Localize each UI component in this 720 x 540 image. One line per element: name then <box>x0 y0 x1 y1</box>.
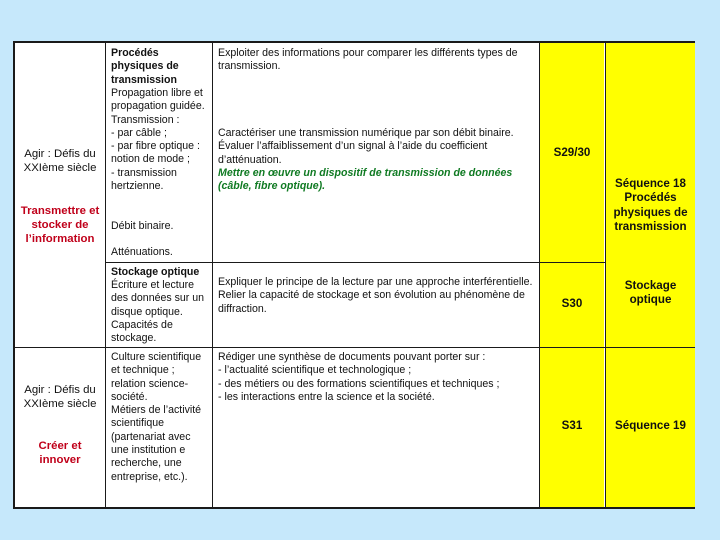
col-divider-1 <box>105 43 106 507</box>
agir-label-2: Agir : Défis du XXIème siècle <box>23 384 97 410</box>
session-s30: S30 <box>561 297 583 310</box>
agir-label-1: Agir : Défis du XXIème siècle <box>23 148 97 174</box>
theme-label-2: Créer et innover <box>38 440 82 466</box>
curriculum-table <box>13 41 695 509</box>
culture-notions: Culture scientifique et technique ; relation science-société. Métiers de l’activité scientifique (partenariat avec une institution e recherche, une entreprise, etc.). <box>111 351 202 483</box>
session-column-fill <box>539 43 604 507</box>
attenuations: Atténuations. <box>111 246 173 258</box>
competence-mettre-en-oeuvre: Mettre en œuvre un dispositif de transmission de données (câble, fibre optique). <box>218 167 513 193</box>
col-divider-2 <box>212 43 213 507</box>
sequence-19: Séquence 19 <box>615 419 686 432</box>
competence-expliquer: Expliquer le principe de la lecture par une approche interférentielle. Relier la capacité de stockage et son évolution au phénomène de diffraction. <box>218 276 533 315</box>
competence-rediger: Rédiger une synthèse de documents pouvant porter sur : - l’actualité scientifique et technologique ; - des métiers ou des formations scientifiques et techniques ; - les interactions entre la science et la société. <box>218 351 500 403</box>
row-divider-2 <box>15 347 695 348</box>
stockage-notions: Écriture et lecture des données sur un disque optique. Capacités de stockage. <box>111 279 205 345</box>
session-s31: S31 <box>561 419 583 432</box>
stockage-optique-sequence: Stockage optique <box>624 279 677 307</box>
debit-binaire: Débit binaire. <box>111 220 174 232</box>
sequence-column-fill <box>606 43 695 507</box>
theme-label-1: Transmettre et stocker de l’information <box>20 205 100 245</box>
row-divider-1 <box>106 262 605 263</box>
col-divider-4 <box>605 43 606 507</box>
procedes-notions: Propagation libre et propagation guidée. Transmission : - par câble ; - par fibre optique : notion de mode ; - transmission hertzienne. <box>111 87 205 193</box>
sequence-18: Séquence 18 Procédés physiques de transmission <box>613 177 688 234</box>
competence-exploiter: Exploiter des informations pour comparer les différents types de transmission. <box>218 47 518 73</box>
session-s29-30: S29/30 <box>553 146 591 159</box>
col-divider-3 <box>539 43 540 507</box>
competence-caracteriser: Caractériser une transmission numérique par son débit binaire. Évaluer l’affaiblissement d’un signal à l’aide du coefficient d’atténuation. <box>218 127 514 166</box>
procedes-title: Procédés physiques de transmission <box>111 47 179 86</box>
stockage-title: Stockage optique <box>111 266 200 278</box>
